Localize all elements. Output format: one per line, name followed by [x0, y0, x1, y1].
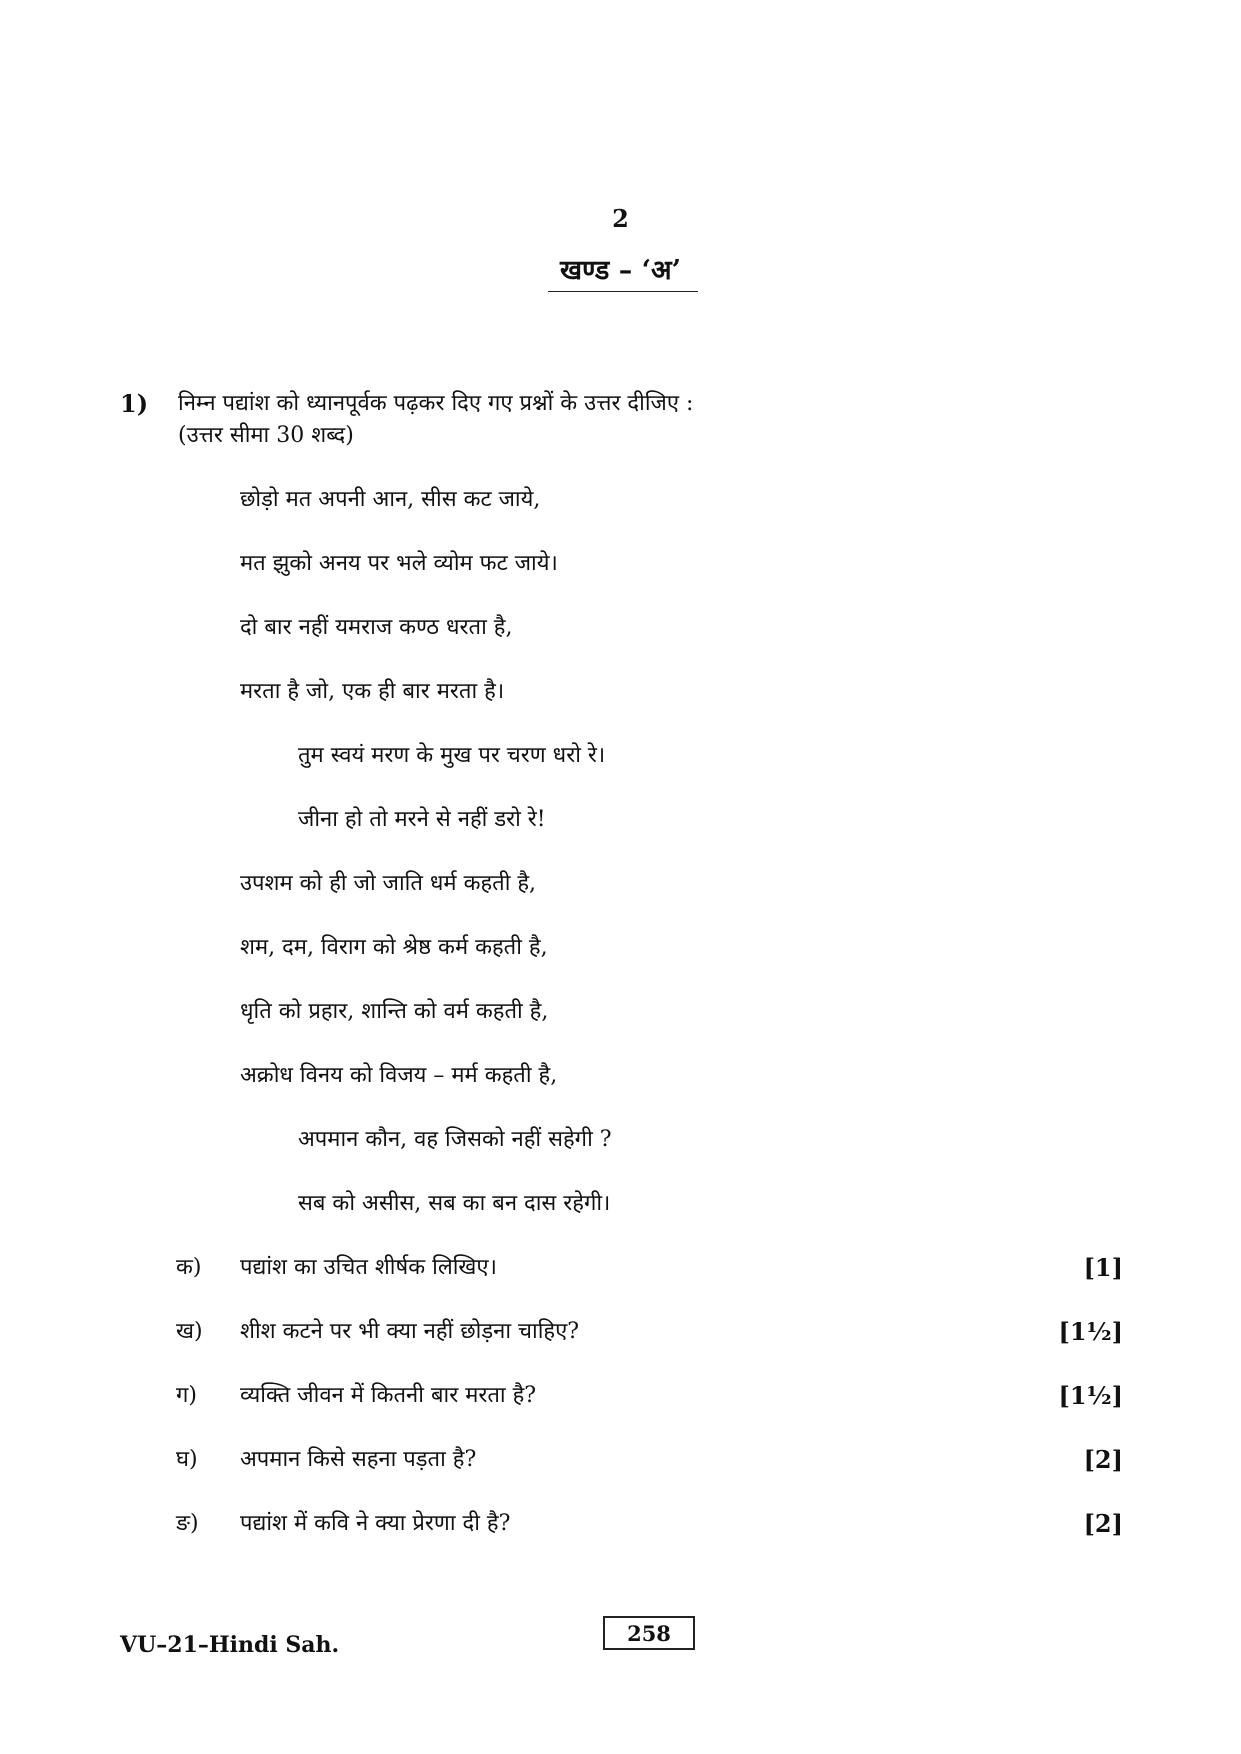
poem-line: छोड़ो मत अपनी आन, सीस कट जाये,	[240, 487, 541, 512]
poem-line: मत झुको अनय पर भले व्योम फट जाये।	[240, 551, 558, 576]
subquestion-marks: [1½]	[1058, 1317, 1123, 1346]
subquestion-text: पद्यांश में कवि ने क्या प्रेरणा दी है?	[240, 1511, 511, 1536]
poem-line: मरता है जो, एक ही बार मरता है।	[240, 679, 505, 704]
poem-line: अपमान कौन, वह जिसको नहीं सहेगी ?	[298, 1127, 612, 1152]
page-number: 2	[612, 204, 629, 233]
subquestion-text: अपमान किसे सहना पड़ता है?	[240, 1447, 477, 1472]
poem-line: दो बार नहीं यमराज कण्ठ धरता है,	[240, 615, 513, 640]
word-limit: (उत्तर सीमा 30 शब्द)	[178, 423, 354, 448]
question-instruction: निम्न पद्यांश को ध्यानपूर्वक पढ़कर दिए गए प्रश्नों के उत्तर दीजिए :	[178, 391, 694, 416]
subquestion-label: घ)	[176, 1447, 198, 1472]
section-title-underline	[548, 291, 698, 292]
subquestion-label: ग)	[176, 1383, 197, 1408]
paper-code: VU–21–Hindi Sah.	[120, 1632, 340, 1658]
subquestion-marks: [2]	[1083, 1509, 1123, 1538]
subquestion-text: पद्यांश का उचित शीर्षक लिखिए।	[240, 1255, 497, 1280]
poem-line: तुम स्वयं मरण के मुख पर चरण धरो रे।	[298, 743, 606, 768]
subquestion-marks: [1]	[1083, 1253, 1123, 1282]
subquestion-text: शीश कटने पर भी क्या नहीं छोड़ना चाहिए?	[240, 1319, 580, 1344]
subquestion-marks: [2]	[1083, 1445, 1123, 1474]
subquestion-marks: [1½]	[1058, 1381, 1123, 1410]
poem-line: सब को असीस, सब का बन दास रहेगी।	[298, 1191, 611, 1216]
question-number: 1)	[120, 389, 149, 418]
poem-line: अक्रोध विनय को विजय – मर्म कहती है,	[240, 1063, 558, 1088]
sheet-number-box: 258	[603, 1616, 695, 1650]
poem-line: जीना हो तो मरने से नहीं डरो रे!	[298, 807, 546, 832]
poem-line: शम, दम, विराग को श्रेष्ठ कर्म कहती है,	[240, 935, 548, 960]
subquestion-label: क)	[176, 1255, 202, 1280]
subquestion-text: व्यक्ति जीवन में कितनी बार मरता है?	[240, 1383, 537, 1408]
subquestion-label: ख)	[176, 1319, 203, 1344]
subquestion-label: ङ)	[176, 1511, 199, 1536]
section-title: खण्ड – ‘अ’	[559, 255, 682, 286]
poem-line: उपशम को ही जो जाति धर्म कहती है,	[240, 871, 537, 896]
poem-line: धृति को प्रहार, शान्ति को वर्म कहती है,	[240, 999, 549, 1024]
